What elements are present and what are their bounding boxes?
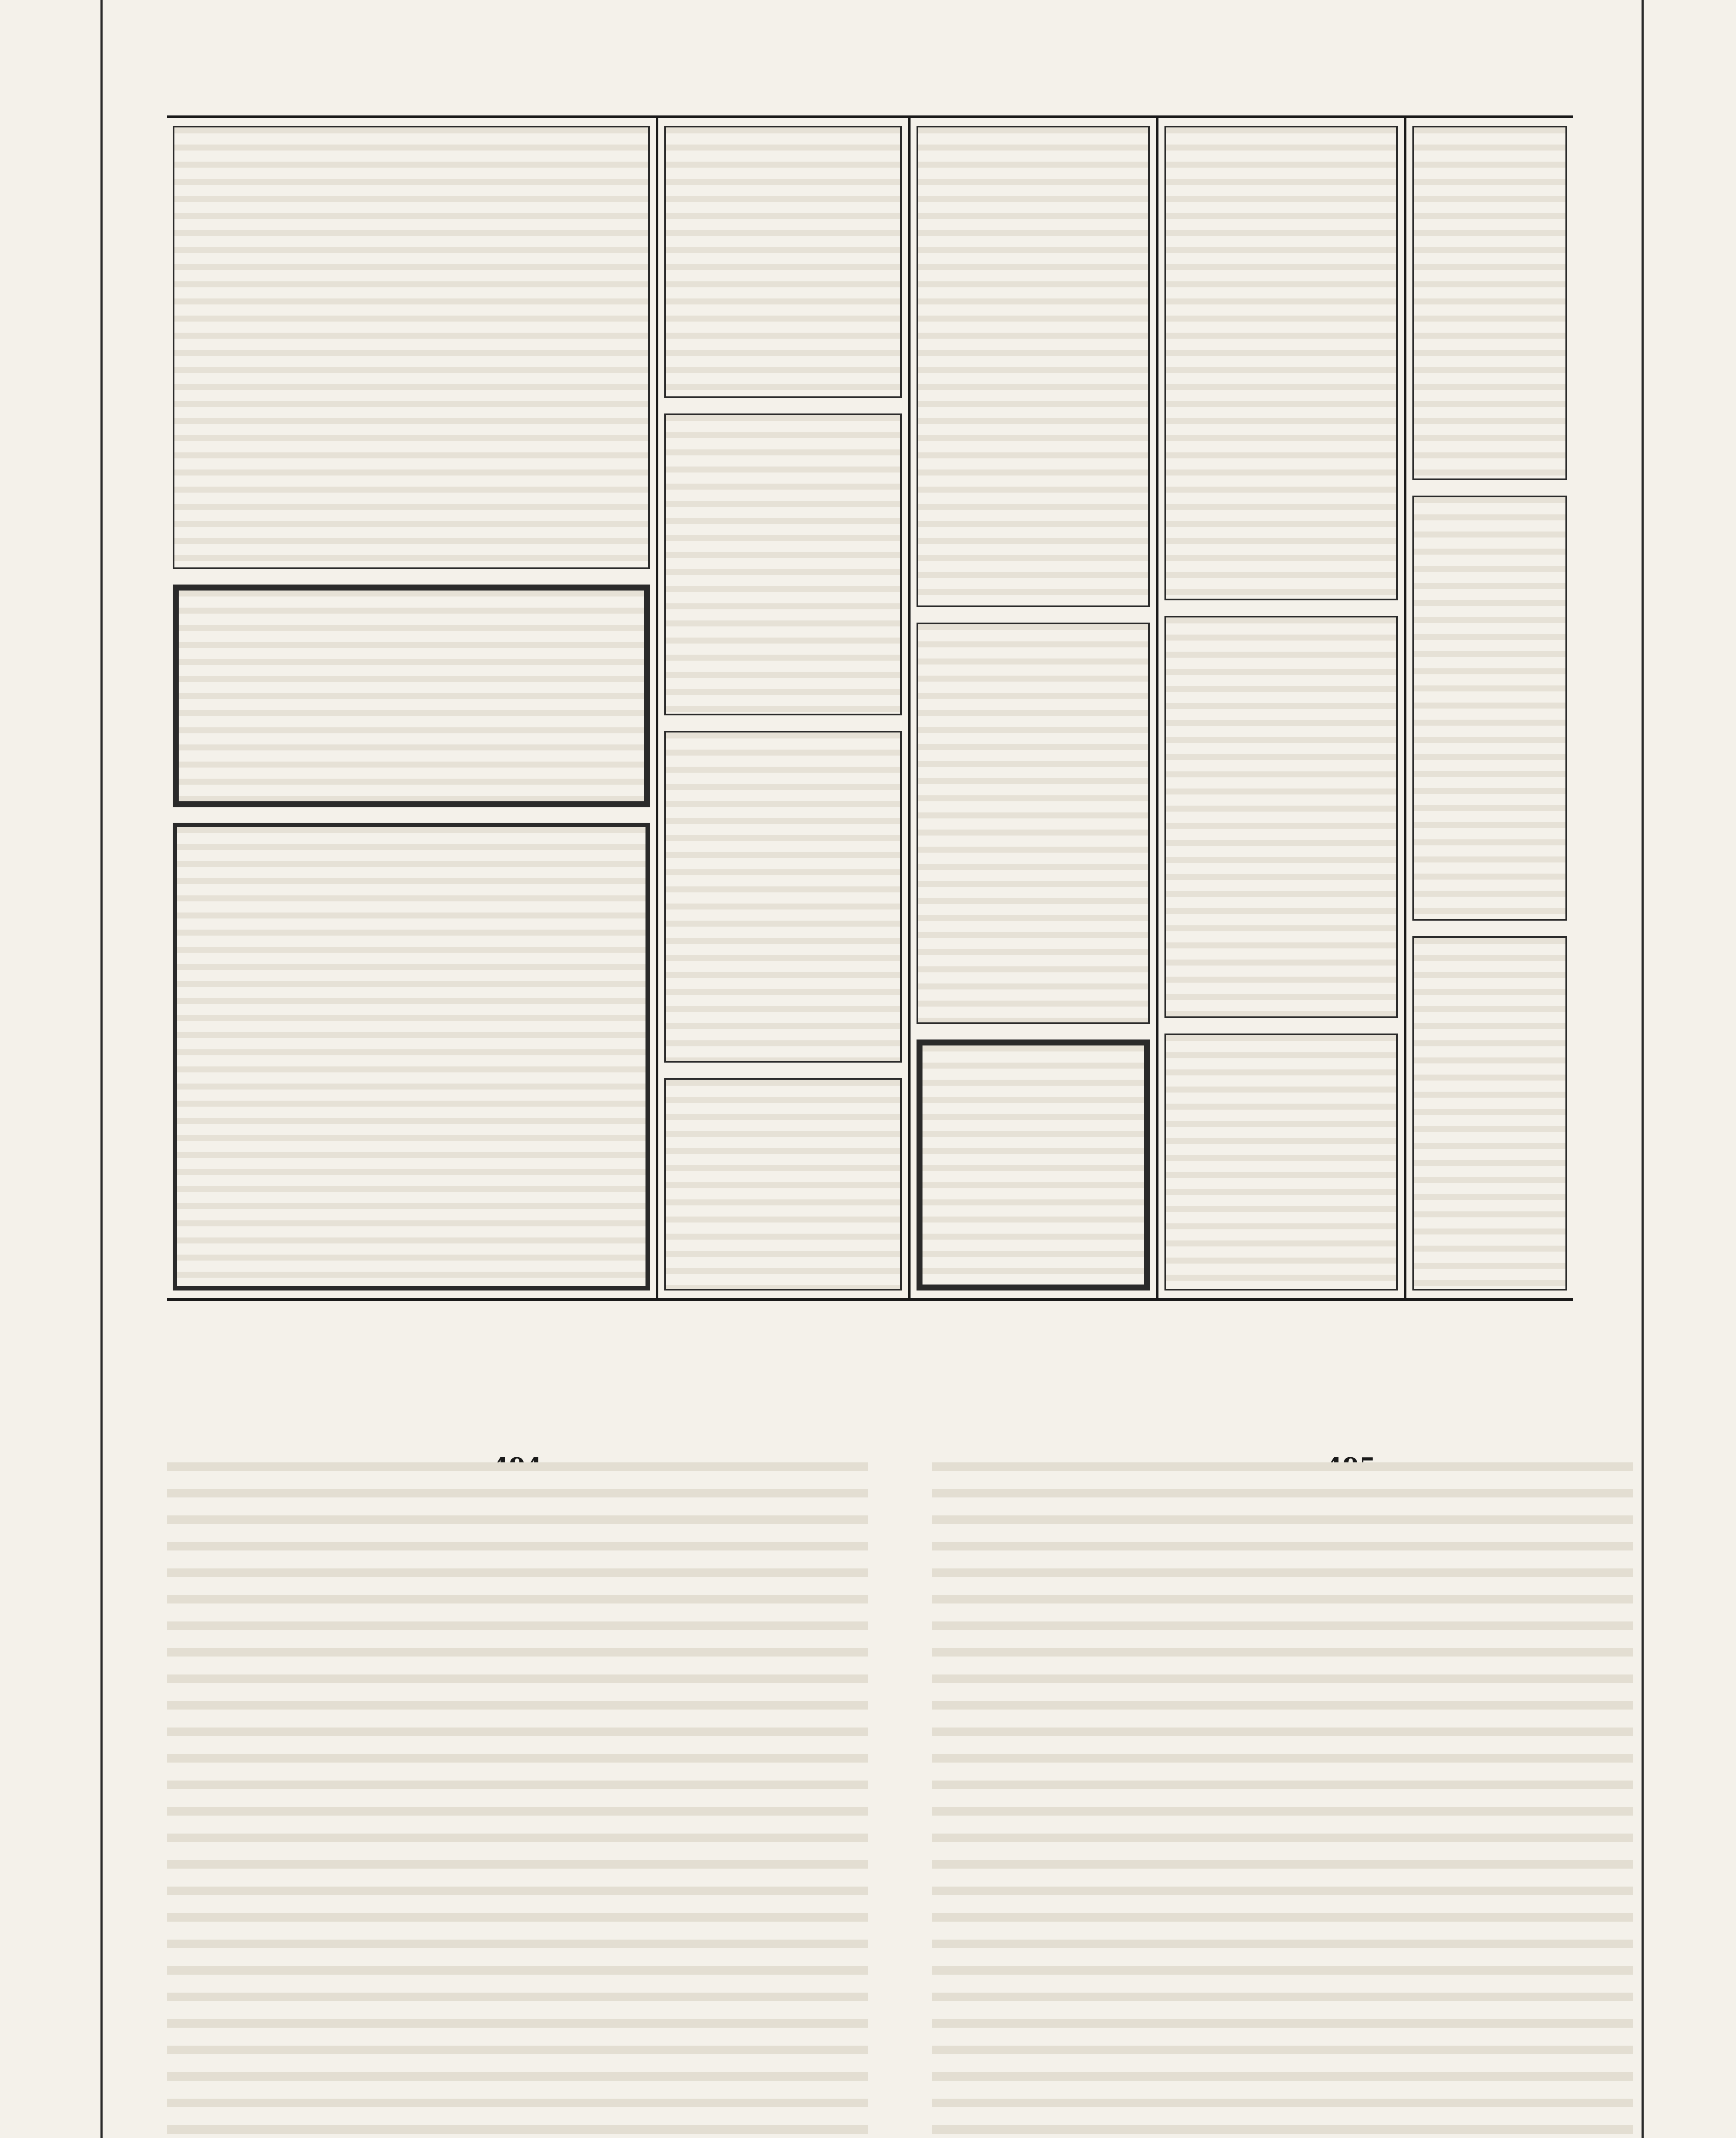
ad-block bbox=[664, 126, 902, 398]
ad-block bbox=[917, 126, 1150, 607]
ad-block bbox=[1164, 126, 1398, 600]
ad-heading bbox=[666, 732, 900, 738]
ad-text bbox=[1414, 943, 1565, 946]
ad-text bbox=[1166, 623, 1396, 626]
ad-heading bbox=[174, 127, 648, 133]
ad-text bbox=[179, 596, 644, 599]
ad-text bbox=[923, 1051, 1144, 1054]
ad-heading bbox=[666, 1080, 900, 1085]
ad-text bbox=[1414, 502, 1565, 506]
story-column-left bbox=[167, 1462, 868, 2138]
ad-block bbox=[1412, 936, 1567, 1290]
ad-heading bbox=[1414, 497, 1565, 502]
ad-block bbox=[173, 585, 650, 807]
ad-block bbox=[1164, 616, 1398, 1018]
ad-heading bbox=[918, 624, 1148, 629]
ad-block bbox=[664, 413, 902, 715]
page-edge-left bbox=[100, 0, 103, 2138]
ad-text bbox=[666, 420, 900, 424]
page-edge-right bbox=[1642, 0, 1644, 2138]
ad-heading bbox=[1166, 127, 1396, 133]
ad-block bbox=[1412, 126, 1567, 480]
advertisement-section bbox=[167, 115, 1573, 1301]
ad-text bbox=[1166, 133, 1396, 136]
ad-block bbox=[664, 1078, 902, 1290]
ad-text bbox=[918, 133, 1148, 136]
ad-text bbox=[918, 629, 1148, 633]
ad-heading bbox=[1414, 127, 1565, 133]
ad-block bbox=[664, 731, 902, 1063]
story-column-right bbox=[932, 1462, 1633, 2138]
ad-column-4 bbox=[1158, 118, 1406, 1298]
ad-text bbox=[174, 133, 648, 136]
ad-block bbox=[173, 126, 650, 569]
ad-heading bbox=[179, 591, 644, 596]
ad-heading bbox=[1166, 1035, 1396, 1040]
ad-block bbox=[1412, 496, 1567, 921]
ad-text bbox=[1166, 1040, 1396, 1044]
ad-text bbox=[666, 738, 900, 741]
ad-heading bbox=[666, 415, 900, 420]
ad-column-3 bbox=[911, 118, 1158, 1298]
ad-column-1 bbox=[167, 118, 658, 1298]
ad-heading bbox=[666, 127, 900, 133]
ad-text bbox=[177, 832, 645, 836]
ad-heading bbox=[923, 1045, 1144, 1051]
ad-block bbox=[173, 823, 650, 1290]
ad-text bbox=[1414, 133, 1565, 136]
ad-column-2 bbox=[658, 118, 911, 1298]
ad-block bbox=[917, 1039, 1150, 1290]
ad-text bbox=[666, 1085, 900, 1088]
ad-heading bbox=[1166, 617, 1396, 623]
ad-block bbox=[1164, 1034, 1398, 1290]
ad-heading bbox=[177, 827, 645, 832]
ad-heading bbox=[1414, 938, 1565, 943]
ad-heading bbox=[918, 127, 1148, 133]
ad-text bbox=[666, 133, 900, 136]
ad-column-5 bbox=[1406, 118, 1573, 1298]
ad-block bbox=[917, 623, 1150, 1024]
